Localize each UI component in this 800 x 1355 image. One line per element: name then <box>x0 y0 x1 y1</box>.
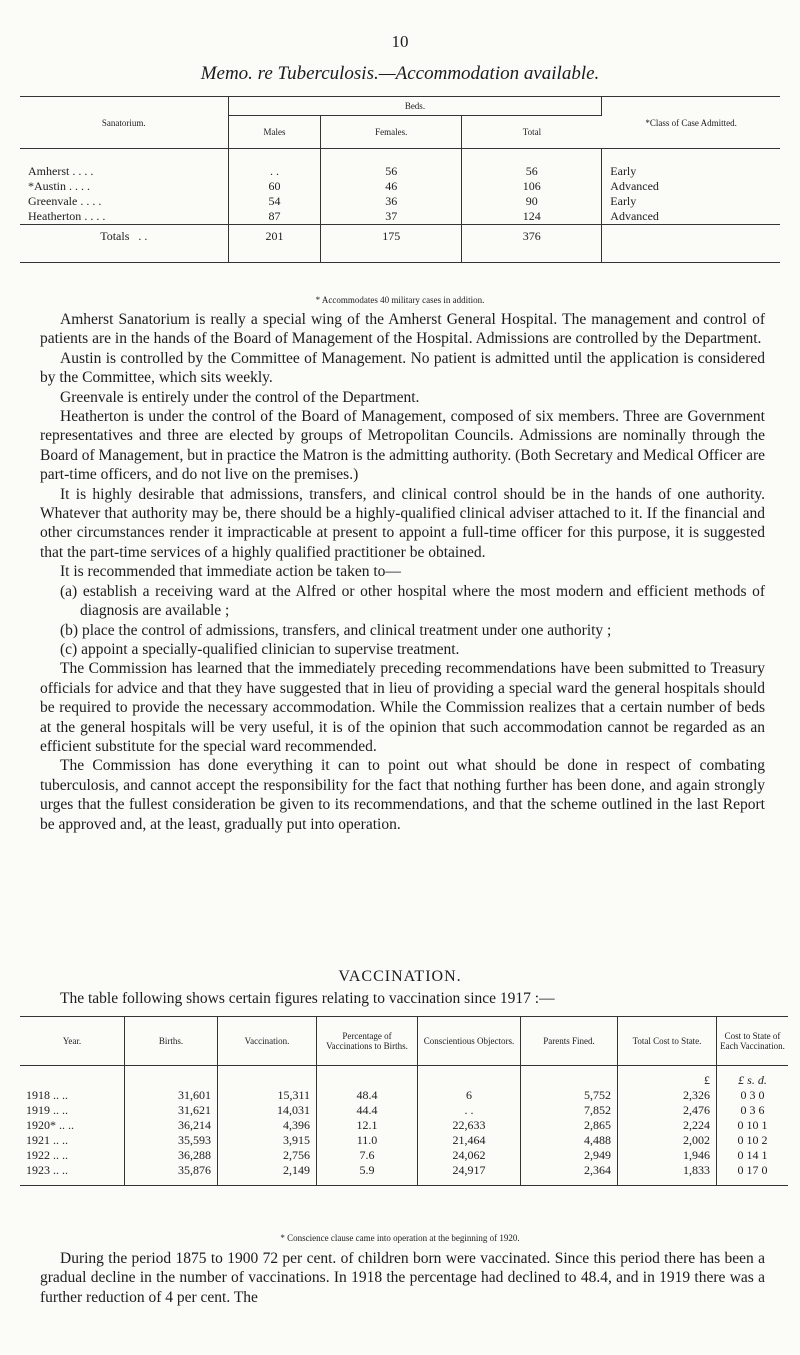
table-row: 1923 .. .. 35,876 2,149 5.9 24,917 2,364 1,833 0 17 0 <box>20 1163 788 1186</box>
section-heading: VACCINATION. <box>338 968 462 985</box>
col-total-cost: Total Cost to State. <box>618 1017 717 1066</box>
col-percentage: Percentage of Vaccinations to Births. <box>317 1017 418 1066</box>
page-title: Memo. re Tuberculosis.—Accommodation available. <box>200 63 600 84</box>
recommendation-item: (b) place the control of admissions, transfers, and clinical treatment under one authority ; <box>60 621 612 639</box>
row-name: Greenvale <box>28 194 78 208</box>
paragraph: Heatherton is under the control of the Board of Management, composed of six members. Three are Government representatives and three are elected by groups of Metropolitan Councils. Admissions are nominally through the Board of Management, but in practice the Matron is the admitting authority. (Both Secretary and Medical Officer are part-time officers, and do not live on the premises.) <box>40 408 765 484</box>
col-total: Total <box>522 127 542 137</box>
col-births: Births. <box>125 1017 218 1066</box>
col-each-cost: Cost to State of Each Vaccination. <box>717 1017 789 1066</box>
table-row: 1922 .. .. 36,288 2,756 7.6 24,062 2,949 1,946 0 14 1 <box>20 1148 788 1163</box>
table-row: 1921 .. .. 35,593 3,915 11.0 21,464 4,488 2,002 0 10 2 <box>20 1133 788 1148</box>
table-row: 1920* .. .. 36,214 4,396 12.1 22,633 2,865 2,224 0 10 1 <box>20 1118 788 1133</box>
row-name: *Austin <box>28 179 67 193</box>
col-year: Year. <box>20 1017 125 1066</box>
section-intro: The table following shows certain figures relating to vaccination since 1917 :— <box>60 990 555 1007</box>
body-section-1 <box>40 310 765 834</box>
col-beds: Beds. <box>228 97 602 116</box>
row-name: Heatherton <box>28 209 82 223</box>
table-row: 1918 .. .. 31,601 15,311 48.4 6 5,752 2,326 0 3 0 <box>20 1088 788 1103</box>
table1-footnote: * Accommodates 40 military cases in addition. <box>315 295 485 305</box>
recommendation-item: (a) establish a receiving ward at the Alfred or other hospital where the most modern and efficient methods of diagnosis are available ; <box>60 582 765 620</box>
table-row: Amherst . . . . . . 56 56 Early <box>20 164 780 179</box>
table2-footnote: * Conscience clause came into operation at the beginning of 1920. <box>280 1233 520 1243</box>
col-class: *Class of Case Admitted. <box>602 97 780 149</box>
body-section-2 <box>40 1249 765 1307</box>
row-name: Amherst <box>28 164 70 178</box>
page-number: 10 <box>391 32 409 51</box>
paragraph: Austin is controlled by the Committee of Management. No patient is admitted until the application is considered by the Committee, which sits weekly. <box>40 349 765 387</box>
col-objectors: Conscientious Objectors. <box>418 1017 521 1066</box>
table-row: 1919 .. .. 31,621 14,031 44.4 . . 7,852 2,476 0 3 6 <box>20 1103 788 1118</box>
col-vaccination: Vaccination. <box>218 1017 317 1066</box>
table-row: Greenvale . . . . 54 36 90 Early <box>20 194 780 209</box>
col-males: Males <box>228 116 321 149</box>
vaccination-table: Year. Births. Vaccination. Percentage of Vaccinations to Births. Conscientious Objectors. Parents Fined. Total Cost to State. Cost to State of Each Vaccination. £ £ s. d. 1918 .. .. 31,601 15,311 48.4 6 5,752 2,326 0 3 0 1919 .. .. 31,621 14,031 44.4 . . 7,852 2,476 0 3 6 1920* .. .. 36,214 4,396 12.1 22,633 2,865 2,224 0 10 1 1921 .. .. 35,593 3,915 11.0 21,464 4,488 2,002 0 10 2 1922 .. .. 36,288 2,756 7.6 24,062 2,949 1,946 0 14 1 1923 .. .. 35,876 2,149 5.9 24,917 2,364 1,833 0 17 0 <box>20 1016 788 1186</box>
col-fined: Parents Fined. <box>521 1017 618 1066</box>
table-row: *Austin . . . . 60 46 106 Advanced <box>20 179 780 194</box>
paragraph: Greenvale is entirely under the control of the Department. <box>60 388 420 406</box>
col-females: Females. <box>321 116 462 149</box>
sanatorium-table <box>20 96 780 263</box>
col-sanatorium: Sanatorium. <box>20 97 228 149</box>
paragraph: It is highly desirable that admissions, transfers, and clinical control should be in the hands of one authority. Whatever that authority may be, there should be a highly-qualified clinical adviser attached to it. If the financial and other circumstances render it impracticable at present to appoint a full-time officer for this purpose, it is suggested that the part-time services of a highly qualified practitioner be obtained. <box>40 485 765 561</box>
paragraph: The Commission has done everything it can to point out what should be done in respect of combating tuberculosis, and cannot accept the responsibility for the fact that nothing further has been done, and again strongly urges that the fullest consideration be given to its recommendations, and that the scheme outlined in the last Report be approved and, at the least, gradually put into operation. <box>40 757 765 833</box>
table-row: Heatherton . . . . 87 37 124 Advanced <box>20 209 780 225</box>
paragraph: The Commission has learned that the immediately preceding recommendations have been submitted to Treasury officials for advice and that they have suggested that in lieu of providing a special ward the general hospitals should be required to provide the necessary accommodation. While the Commission realizes that a certain number of beds at the general hospitals will be very useful, it is of the opinion that such accommodation cannot be regarded as an efficient substitute for the special ward recommended. <box>40 660 765 755</box>
paragraph: It is recommended that immediate action be taken to— <box>60 563 401 581</box>
recommendation-item: (c) appoint a specially-qualified clinician to supervise treatment. <box>60 640 460 658</box>
paragraph: Amherst Sanatorium is really a special wing of the Amherst General Hospital. The management and control of patients are in the hands of the Board of Management of the Hospital. Admissions are controlled by the Department. <box>40 311 765 348</box>
totals-row: Totals . . 201 175 376 <box>20 225 780 248</box>
paragraph: During the period 1875 to 1900 72 per cent. of children born were vaccinated. Since this period there has been a gradual decline in the number of vaccinations. In 1918 the percentage had declined to 48.4, and in 1919 there was a further reduction of 4 per cent. The <box>40 1250 765 1306</box>
